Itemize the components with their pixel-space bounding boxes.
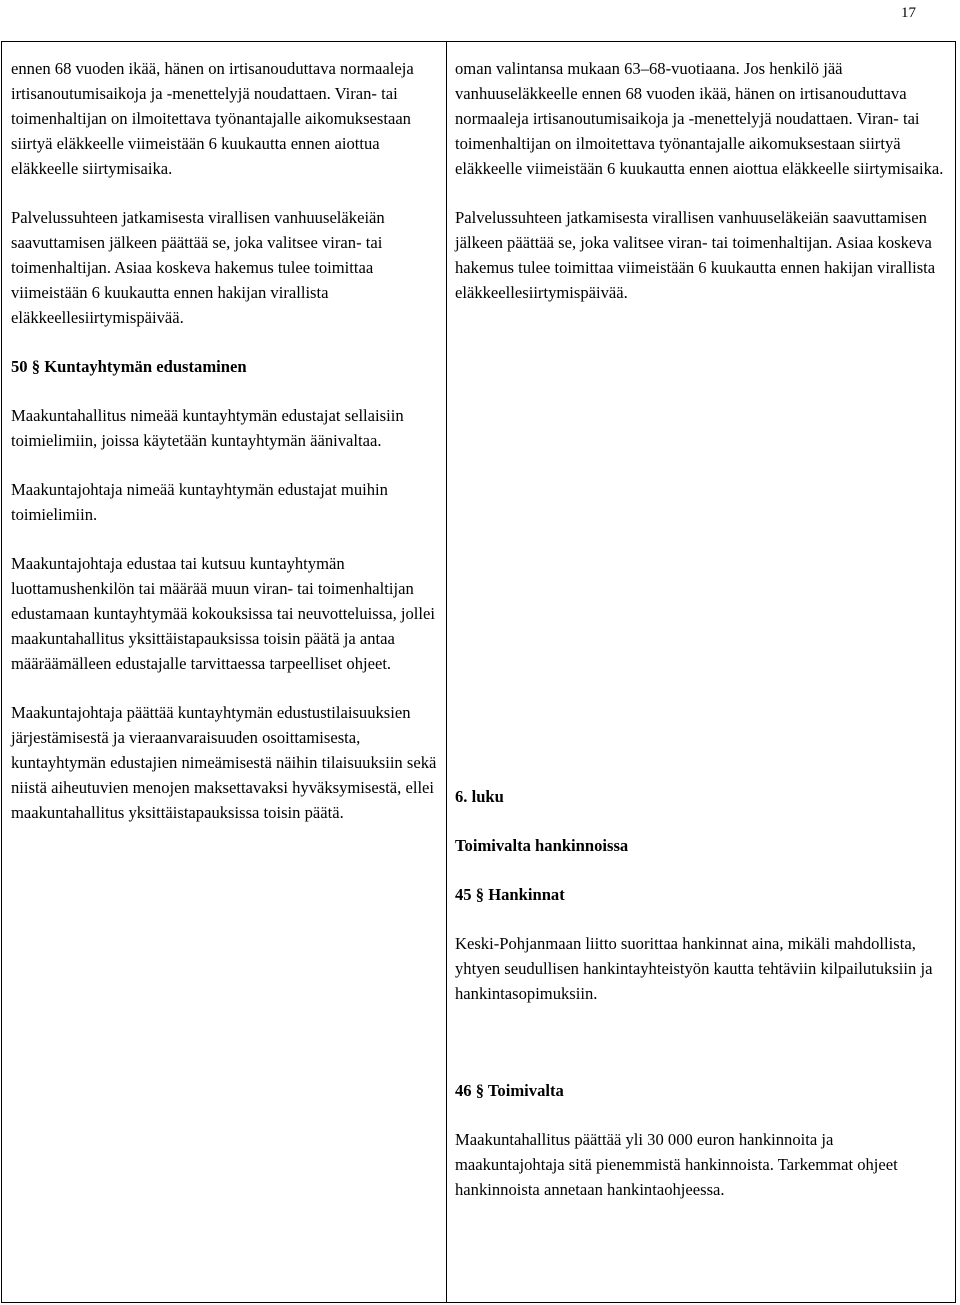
chapter-number: 6. luku (455, 787, 504, 806)
section-45-text: Keski-Pohjanmaan liitto suorittaa hankinnat aina, mikäli mahdollista, yhtyen seudullisen hankintayhteistyön kautta tehtäviin kilpailutuksiin ja hankintasopimuksiin. (455, 934, 933, 1003)
column-divider (446, 42, 447, 1302)
right-column-bottom (455, 1078, 947, 1226)
page-number: 17 (901, 5, 916, 21)
left-paragraph-3: Maakuntahallitus nimeää kuntayhtymän edustajat sellaisiin toimielimiin, joissa käytetään kuntayhtymän äänivaltaa. (11, 406, 404, 450)
left-paragraph-4: Maakuntajohtaja nimeää kuntayhtymän edustajat muihin toimielimiin. (11, 480, 388, 524)
comparison-table (1, 41, 956, 1303)
left-paragraph-1: ennen 68 vuoden ikää, hänen on irtisanouduttava normaaleja irtisanoutumisaikoja ja -menettelyjä noudattaen. Viran- tai toimenhaltijan on ilmoitettava työnantajalle aikomuksestaan siirtyä eläkkeelle viimeistään 6 kuukautta ennen aiottua eläkkeelle siirtymisaika. (11, 59, 414, 178)
right-paragraph-2: Palvelussuhteen jatkamisesta virallisen vanhuuseläkeiän saavuttamisen jälkeen päättää se, joka valitsee viran- tai toimenhaltijan. Asiaa koskeva hakemus tulee toimittaa viimeistään 6 kuukautta ennen hakijan virallista eläkkeellesiirtymispäivää. (455, 208, 936, 302)
section-50-heading: 50 § Kuntayhtymän edustaminen (11, 357, 247, 376)
right-column-chapter (455, 784, 947, 1030)
section-46-heading: 46 § Toimivalta (455, 1081, 564, 1100)
left-paragraph-2: Palvelussuhteen jatkamisesta virallisen vanhuuseläkeiän saavuttamisen jälkeen päättää se, joka valitsee viran- tai toimenhaltijan. Asiaa koskeva hakemus tulee toimittaa viimeistään 6 kuukautta ennen hakijan virallista eläkkeellesiirtymispäivää. (11, 208, 385, 327)
section-46-text: Maakuntahallitus päättää yli 30 000 euron hankinnoita ja maakuntajohtaja sitä pienemmistä hankinnoista. Tarkemmat ohjeet hankinnoista annetaan hankintaohjeessa. (455, 1130, 898, 1199)
section-45-heading: 45 § Hankinnat (455, 885, 565, 904)
left-paragraph-5: Maakuntajohtaja edustaa tai kutsuu kuntayhtymän luottamushenkilön tai määrää muun viran- tai toimenhaltijan edustamaan kuntayhtymää kokouksissa tai neuvotteluissa, jollei maakuntahallitus yksittäistapauksissa toisin päätä ja antaa määräämälleen edustajalle tarvittaessa tarpeelliset ohjeet. (11, 554, 435, 673)
left-column (11, 56, 441, 849)
right-column-top (455, 56, 947, 329)
right-paragraph-1: oman valintansa mukaan 63–68-vuotiaana. Jos henkilö jää vanhuuseläkkeelle ennen 68 vuoden ikää, hänen on irtisanouduttava normaaleja irtisanoutumisaikoja ja -menettelyjä noudattaen. Viran- tai toimenhaltijan on ilmoitettava työnantajalle aikomuksestaan siirtyä eläkkeelle viimeistään 6 kuukautta ennen aiottua eläkkeelle siirtymisaika. (455, 59, 944, 178)
left-paragraph-6: Maakuntajohtaja päättää kuntayhtymän edustustilaisuuksien järjestämisestä ja vieraanvaraisuuden osoittamisesta, kuntayhtymän edustajien nimeämisestä näihin tilaisuuksiin sekä niistä aiheutuvien menojen maksettavaksi hyväksymisestä, ellei maakuntahallitus yksittäistapauksissa toisin päätä. (11, 703, 437, 822)
chapter-title: Toimivalta hankinnoissa (455, 836, 629, 855)
